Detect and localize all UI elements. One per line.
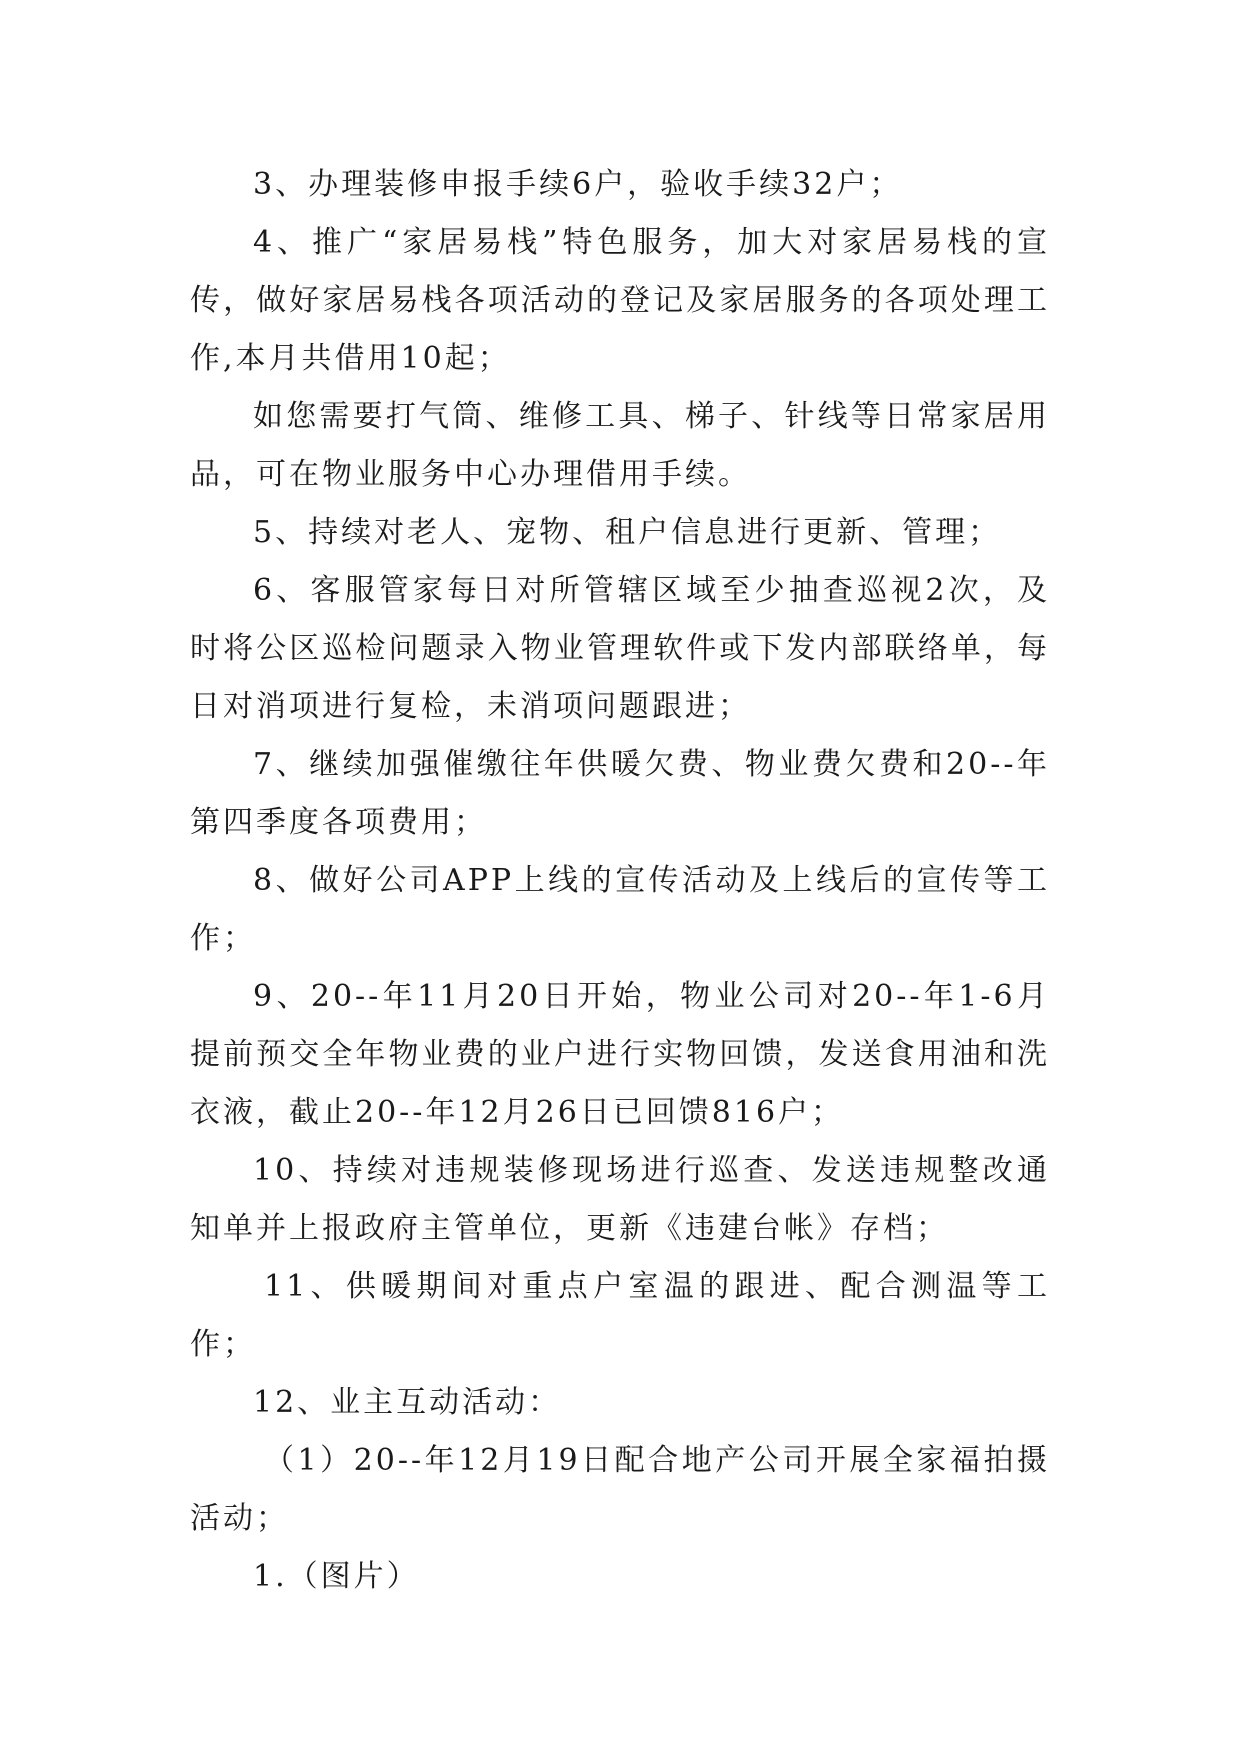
paragraph-item-4: 4、推广“家居易栈”特色服务，加大对家居易栈的宣传，做好家居易栈各项活动的登记及家居服务的各项处理工作,本月共借用10起； (190, 225, 1050, 376)
paragraph-item-7: 7、继续加强催缴往年供暖欠费、物业费欠费和20--年第四季度各项费用； (190, 747, 1050, 840)
paragraph-item-3: 3、办理装修申报手续6户，验收手续32户； (253, 167, 903, 202)
paragraph-item-8: 8、做好公司APP上线的宣传活动及上线后的宣传等工作； (190, 863, 1050, 956)
document-body (190, 156, 1050, 1606)
paragraph-item-10: 10、持续对违规装修现场进行巡查、发送违规整改通知单并上报政府主管单位，更新《违建台帐》存档； (190, 1153, 1050, 1246)
paragraph-item-11: 11、供暖期间对重点户室温的跟进、配合测温等工作； (190, 1269, 1050, 1362)
paragraph-item-12-1: （1）20--年12月19日配合地产公司开展全家福拍摄活动； (190, 1443, 1050, 1536)
image-placeholder-caption: 1.（图片） (253, 1559, 420, 1594)
paragraph-item-5: 5、持续对老人、宠物、租户信息进行更新、管理； (253, 515, 1002, 550)
paragraph-borrow-note: 如您需要打气筒、维修工具、梯子、针线等日常家居用品，可在物业服务中心办理借用手续。 (190, 399, 1050, 492)
paragraph-item-6: 6、客服管家每日对所管辖区域至少抽查巡视2次，及时将公区巡检问题录入物业管理软件或下发内部联络单，每日对消项进行复检，未消项问题跟进； (190, 573, 1050, 724)
paragraph-item-9: 9、20--年11月20日开始，物业公司对20--年1-6月提前预交全年物业费的业户进行实物回馈，发送食用油和洗衣液，截止20--年12月26日已回馈816户； (190, 979, 1050, 1130)
paragraph-item-12: 12、业主互动活动： (253, 1385, 562, 1420)
